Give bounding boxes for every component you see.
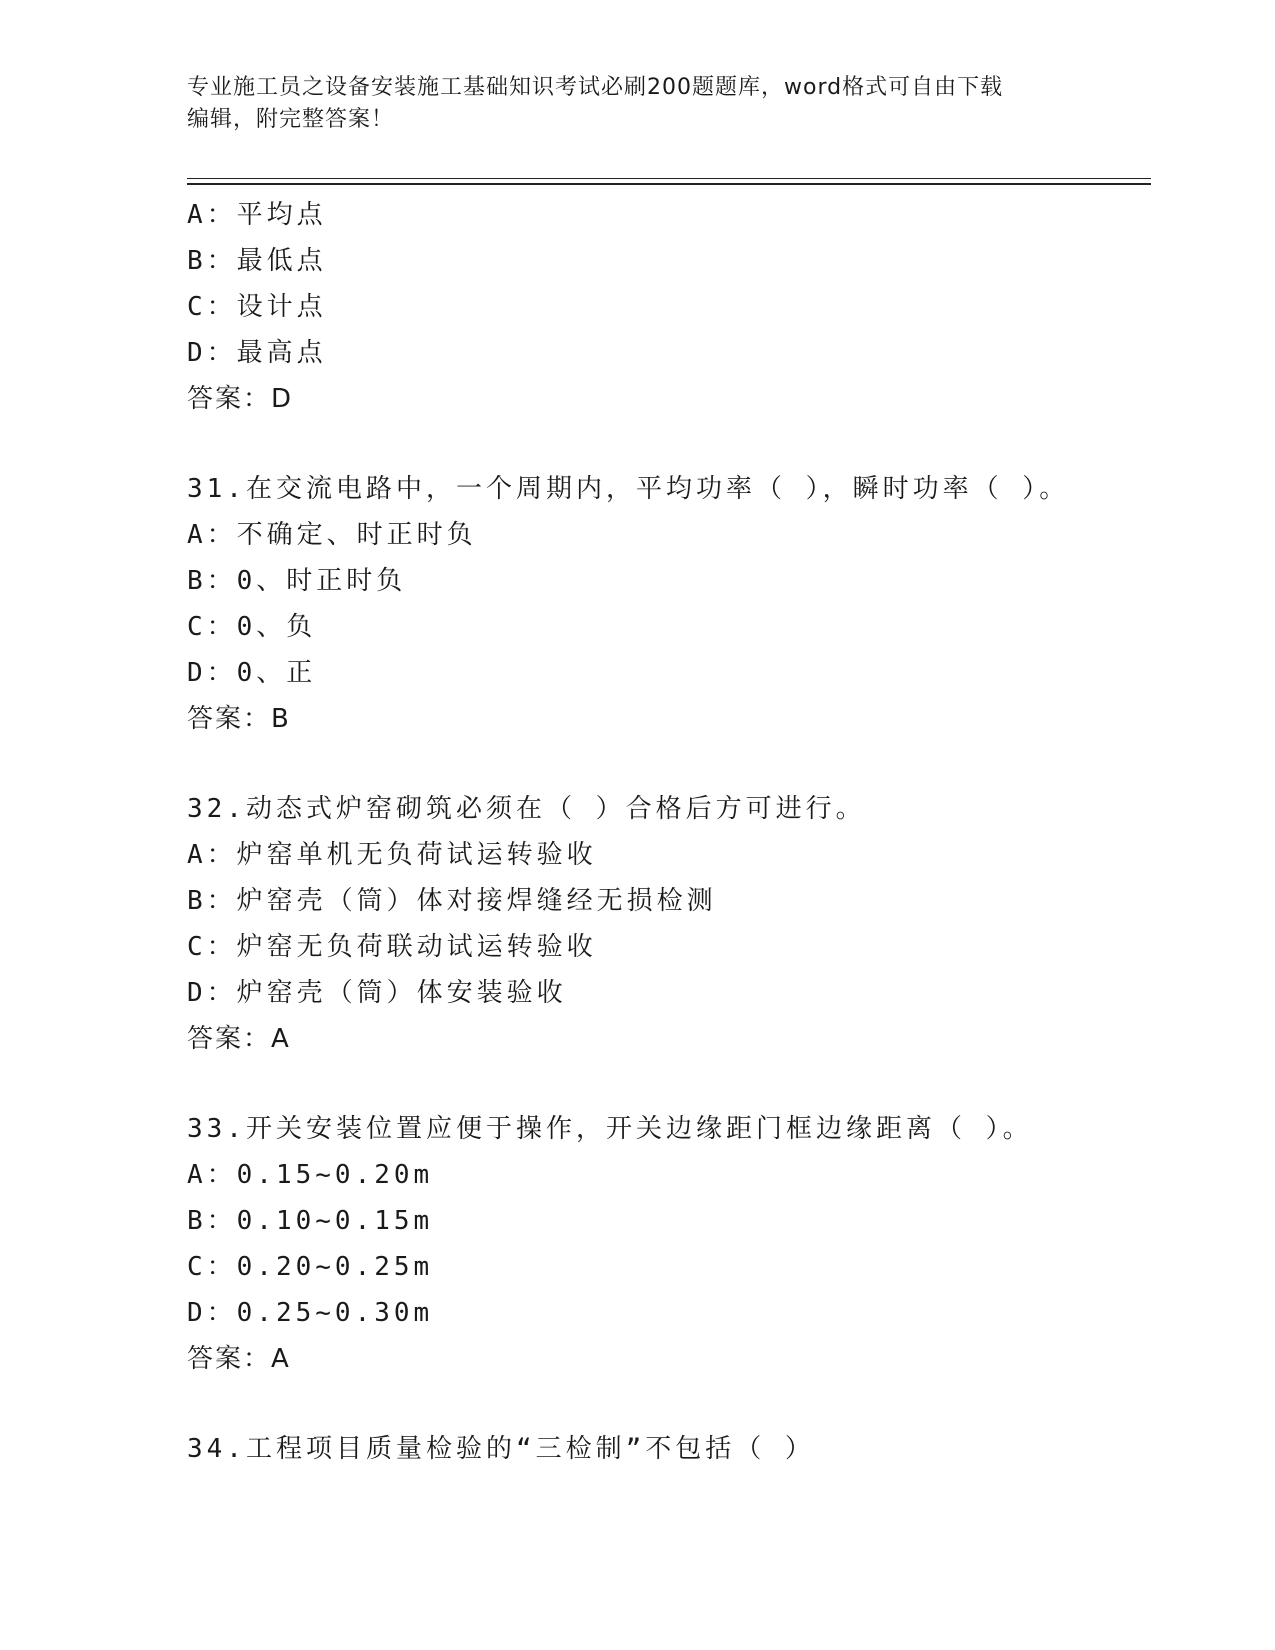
- option-c: C：设计点: [187, 292, 327, 322]
- option-d: D：0.25~0.30m: [187, 1298, 434, 1328]
- question-text: 33.开关安装位置应便于操作，开关边缘距门框边缘距离（ ）。: [187, 1114, 1033, 1144]
- header-rule-thin: [187, 178, 1151, 179]
- document-header: [187, 72, 1087, 136]
- option-b: B：0.10~0.15m: [187, 1206, 434, 1236]
- question-list: [187, 192, 1151, 1472]
- answer: 答案：A: [187, 1344, 291, 1374]
- option-a: A：不确定、时正时负: [187, 520, 477, 550]
- option-b: B：炉窑壳（筒）体对接焊缝经无损检测: [187, 886, 717, 916]
- answer: 答案：A: [187, 1024, 291, 1054]
- option-a: A：平均点: [187, 200, 327, 230]
- option-d: D：0、正: [187, 658, 317, 688]
- question-text: 34.工程项目质量检验的“三检制”不包括（ ）: [187, 1434, 815, 1464]
- option-c: C：0.20~0.25m: [187, 1252, 434, 1282]
- header-rule-thick: [187, 183, 1151, 185]
- option-c: C：炉窑无负荷联动试运转验收: [187, 932, 597, 962]
- option-a: A：炉窑单机无负荷试运转验收: [187, 840, 597, 870]
- question-block: [187, 466, 1151, 742]
- question-text: 32.动态式炉窑砌筑必须在（ ）合格后方可进行。: [187, 794, 866, 824]
- question-block: [187, 192, 1151, 422]
- option-b: B：最低点: [187, 246, 327, 276]
- answer: 答案：D: [187, 384, 294, 414]
- option-d: D：最高点: [187, 338, 327, 368]
- question-block: [187, 1106, 1151, 1382]
- answer: 答案：B: [187, 704, 291, 734]
- option-b: B：0、时正时负: [187, 566, 407, 596]
- question-block: [187, 1426, 1151, 1472]
- header-line-1: 专业施工员之设备安装施工基础知识考试必刷200题题库，word格式可自由下载: [187, 75, 1004, 100]
- header-line-2: 编辑，附完整答案！: [187, 107, 395, 132]
- question-block: [187, 786, 1151, 1062]
- option-c: C：0、负: [187, 612, 317, 642]
- question-text: 31.在交流电路中，一个周期内，平均功率（ ），瞬时功率（ ）。: [187, 474, 1070, 504]
- option-d: D：炉窑壳（筒）体安装验收: [187, 978, 567, 1008]
- option-a: A：0.15~0.20m: [187, 1160, 434, 1190]
